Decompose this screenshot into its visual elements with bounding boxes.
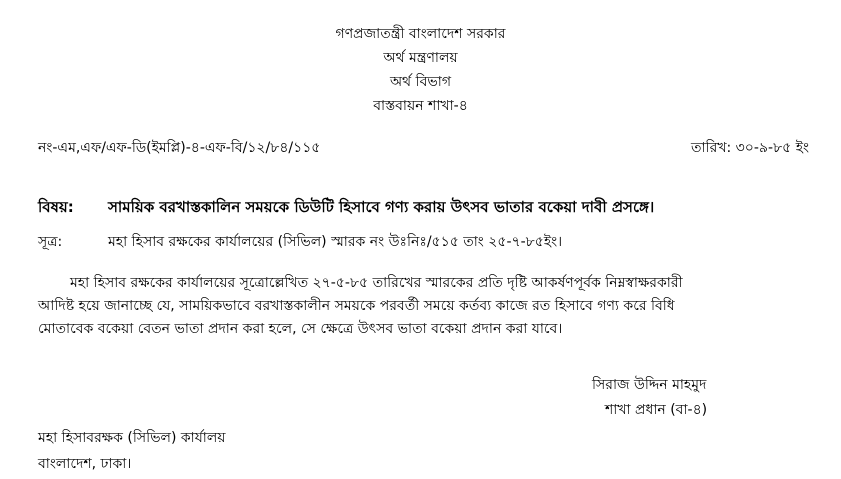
letterhead-division: অর্থ বিভাগ [389,74,452,90]
signatory-designation: শাখা প্রধান (বা-৪) [605,402,708,418]
body-line-2: আদিষ্ট হয়ে জানাচ্ছে যে, সাময়িকভাবে বরখাস্তকালীন সময়কে পরবর্তী সময়ে কর্তব্য কাজে রত হিসাবে গণ্য করে বিধি [38,298,675,314]
body-line-3: মোতাবেক বকেয়া বেতন ভাতা প্রদান করা হলে, সে ক্ষেত্রে উৎসব ভাতা বকেয়া প্রদান করা যাবে। [38,321,563,337]
source-label: সূত্র: [38,234,63,250]
body-line-1: মহা হিসাব রক্ষকের কার্যালয়ের সূত্রোল্লেখিত ২৭-৫-৮৫ তারিখের স্মারকের প্রতি দৃষ্টি আকর্ষণপূর্বক নিম্নস্বাক্ষরকারী [70,275,683,291]
memo-number: নং-এম,এফ/এফ-ডি(ইমপ্লি)-৪-এফ-বি/১২/৮৪/১১৫ [38,140,321,156]
subject-text: সাময়িক বরখাস্তকালিন সময়কে ডিউটি হিসাবে গণ্য করায় উৎসব ভাতার বকেয়া দাবী প্রসঙ্গে। [108,198,655,216]
memo-date: তারিখ: ৩০-৯-৮৫ ইং [691,140,809,156]
letterhead-ministry: অর্থ মন্ত্রণালয় [383,50,458,66]
source-text: মহা হিসাব রক্ষকের কার্যালয়ের (সিভিল) স্মারক নং উঃনিঃ/৫১৫ তাং ২৫-৭-৮৫ইং। [108,234,563,250]
body-paragraph [38,272,808,341]
letterhead-government: গণপ্রজাতন্ত্রী বাংলাদেশ সরকার [335,26,506,42]
signatory-name: সিরাজ উদ্দিন মাহমুদ [592,377,707,393]
letterhead-branch: বাস্তবায়ন শাখা-৪ [373,98,468,114]
subject-label: বিষয়: [38,198,74,216]
recipient-address: বাংলাদেশ, ঢাকা। [38,456,132,472]
recipient-office: মহা হিসাবরক্ষক (সিভিল) কার্যালয় [38,430,226,446]
